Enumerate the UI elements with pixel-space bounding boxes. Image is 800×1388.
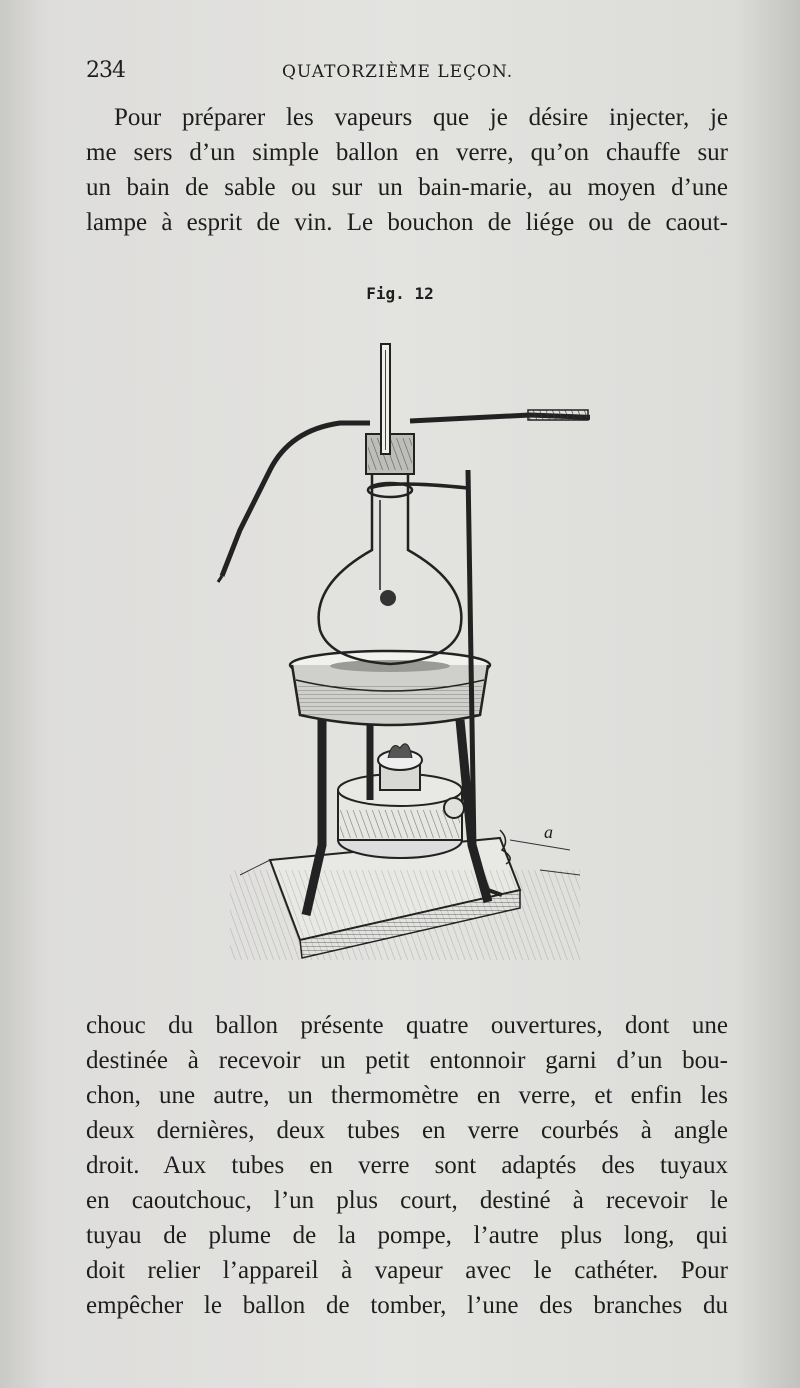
text-line: Pour préparer les vapeurs que je désire injecter, je [114,104,728,131]
thermometer [381,344,390,454]
text-line: un bain de sable ou sur un bain-marie, au moyen d’une [86,174,728,201]
page-header [86,58,726,88]
spirit-lamp [338,744,464,858]
paragraph-description [86,1008,728,1323]
page-number: 234 [86,58,125,83]
text-line: me sers d’un simple ballon en verre, qu’on chauffe sur [86,139,728,166]
text-line: deux dernières, deux tubes en verre courbés à angle [86,1117,728,1144]
text-line: droit. Aux tubes en verre sont adaptés des tuyaux [86,1152,728,1179]
paragraph-intro [86,100,728,240]
text-line: destinée à recevoir un petit entonnoir garni d’un bou- [86,1047,728,1074]
text-line: chouc du ballon présente quatre ouvertures, dont une [86,1012,728,1039]
text-line: doit relier l’appareil à vapeur avec le cathéter. Pour [86,1257,728,1284]
text-line: lampe à esprit de vin. Le bouchon de liége ou de caout- [86,209,728,236]
figure-caption: Fig. 12 [366,284,434,303]
text-line: empêcher le ballon de tomber, l’une des branches du [86,1292,728,1319]
text-line: chon, une autre, un thermomètre en verre, et enfin les [86,1082,728,1109]
figure-label-a: a [544,822,553,842]
text-line: tuyau de plume de la pompe, l’autre plus long, qui [86,1222,728,1249]
text-line: en caoutchouc, l’un plus court, destiné à recevoir le [86,1187,728,1214]
apparatus-illustration [210,330,590,980]
sand-bath [290,651,490,725]
glass-flask [319,460,462,664]
running-title: QUATORZIÈME LEÇON. [282,62,514,82]
